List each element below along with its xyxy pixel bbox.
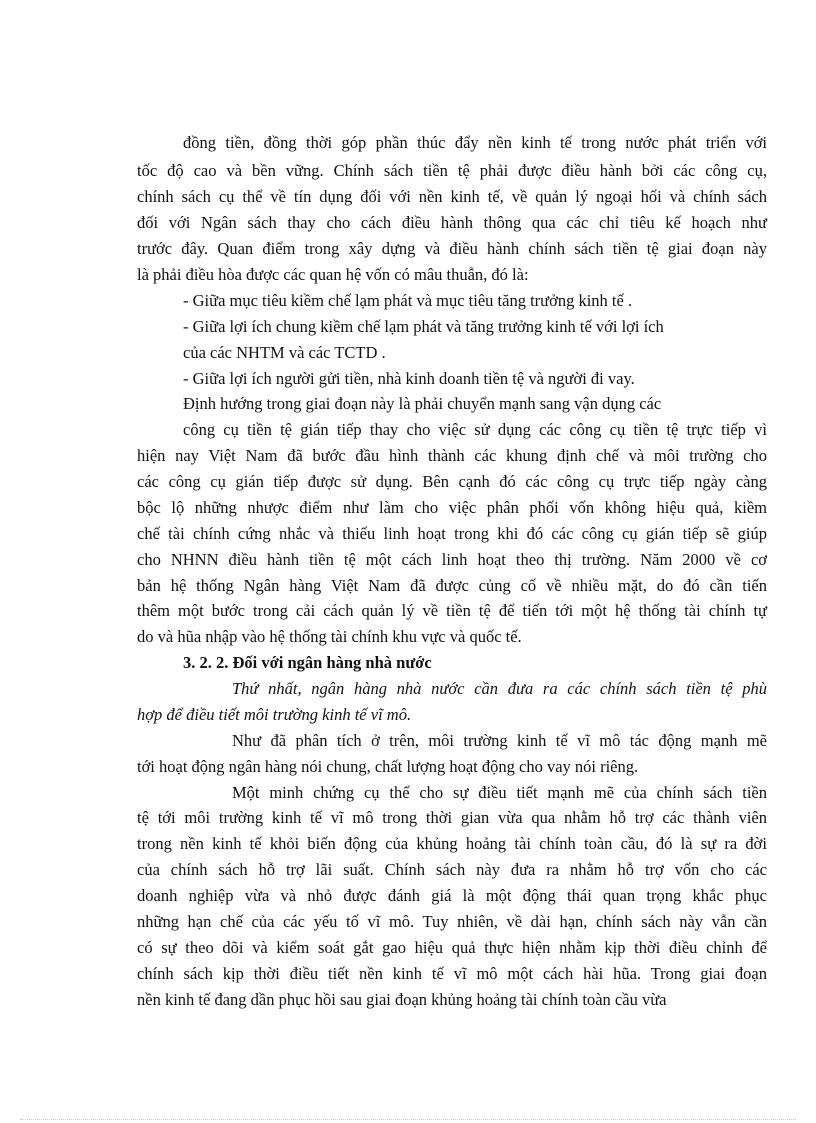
paragraph-line: đồng tiền, đồng thời góp phần thúc đẩy nền kinh tế trong nước phát triển với xyxy=(183,133,767,152)
list-item: - Giữa mục tiêu kiềm chế lạm phát và mục tiêu tăng trưởng kinh tế . xyxy=(183,291,633,310)
paragraph-line: Một minh chứng cụ thể cho sự điều tiết mạnh mẽ của chính sách tiền xyxy=(232,783,767,802)
paragraph-line: trước đây. Quan điểm trong xây dựng và điều hành chính sách tiền tệ giai đoạn này xyxy=(137,239,767,258)
paragraph-line: đối với Ngân sách thay cho cách điều hành thông qua các chỉ tiêu kế hoạch như xyxy=(137,213,767,232)
paragraph-line: thêm một bước trong cải cách quản lý về tiền tệ để tiến tới một hệ thống tài chính tự xyxy=(137,601,767,620)
italic-line: Thứ nhất, ngân hàng nhà nước cần đưa ra các chính sách tiền tệ phù xyxy=(232,679,767,698)
paragraph-line: Định hướng trong giai đoạn này là phải chuyển mạnh sang vận dụng các xyxy=(183,394,662,413)
paragraph-line: là phải điều hòa được các quan hệ vốn có mâu thuẫn, đó là: xyxy=(137,265,529,284)
paragraph-line: công cụ tiền tệ gián tiếp thay cho việc sử dụng các công cụ tiền tệ trực tiếp vì xyxy=(183,420,767,439)
paragraph-line: trong nền kinh tế khỏi biến động của khủng hoảng tài chính toàn cầu, đó là sự ra đời xyxy=(137,834,767,853)
paragraph-line: có sự theo dõi và kiểm soát gắt gao hiệu quả thực hiện nhằm kịp thời điều chỉnh để xyxy=(137,938,767,957)
paragraph-line: Như đã phân tích ở trên, môi trường kinh tế vĩ mô tác động mạnh mẽ xyxy=(232,731,767,750)
italic-line: hợp để điều tiết môi trường kinh tế vĩ mô. xyxy=(137,705,412,724)
paragraph-line: cho NHNN điều hành tiền tệ một cách linh hoạt theo thị trường. Năm 2000 về cơ xyxy=(137,550,767,569)
page-bottom-divider xyxy=(20,1119,796,1120)
paragraph-line: chính sách kịp thời điều tiết nền kinh tế vĩ mô một cách hài hũa. Trong giai đoạn xyxy=(137,964,767,983)
paragraph-line: tệ tới môi trường kinh tế vĩ mô trong thời gian vừa qua nhằm hỗ trợ các thành viên xyxy=(137,808,767,827)
paragraph-line: các công cụ gián tiếp được sử dụng. Bên cạnh đó các công cụ trực tiếp ngày càng xyxy=(137,472,767,491)
paragraph-line: bộc lộ những nhược điểm như làm cho việc phân phối vốn không hiệu quả, kiềm xyxy=(137,498,767,517)
paragraph-line: bản hệ thống Ngân hàng Việt Nam đã được củng cố về nhiều mặt, do đó cần tiến xyxy=(137,576,767,595)
paragraph-line: tới hoạt động ngân hàng nói chung, chất lượng hoạt động cho vay nói riêng. xyxy=(137,757,639,776)
paragraph-line: hiện nay Việt Nam đã bước đầu hình thành các khung định chế và môi trường cho xyxy=(137,446,767,465)
paragraph-line: của chính sách hỗ trợ lãi suất. Chính sách này đưa ra nhằm hỗ trợ vốn cho các xyxy=(137,860,767,879)
paragraph-line: do và hũa nhập vào hệ thống tài chính khu vực và quốc tế. xyxy=(137,627,522,646)
paragraph-line: nền kinh tế đang dần phục hồi sau giai đoạn khủng hoảng tài chính toàn cầu vừa xyxy=(137,990,667,1009)
list-item: - Giữa lợi ích người gửi tiền, nhà kinh doanh tiền tệ và người đi vay. xyxy=(183,369,635,388)
paragraph-line: chính sách cụ thể về tín dụng đối với nền kinh tế, về quản lý ngoại hối và chính sách xyxy=(137,187,767,206)
list-item-continuation: của các NHTM và các TCTD . xyxy=(183,343,386,362)
paragraph-line: tốc độ cao và bền vững. Chính sách tiền tệ phải được điều hành bởi các công cụ, xyxy=(137,161,767,180)
paragraph-line: chế tài chính cứng nhắc và thiếu linh hoạt trong khi đó các công cụ gián tiếp sẽ giúp xyxy=(137,524,767,543)
list-item: - Giữa lợi ích chung kiềm chế lạm phát và tăng trưởng kinh tế với lợi ích xyxy=(183,317,664,336)
paragraph-line: những hạn chế của các yếu tố vĩ mô. Tuy nhiên, về dài hạn, chính sách này vẫn cần xyxy=(137,912,767,931)
section-heading: 3. 2. 2. Đối với ngân hàng nhà nước xyxy=(183,653,432,672)
paragraph-line: doanh nghiệp vừa và nhỏ được đánh giá là một động thái quan trọng khắc phục xyxy=(137,886,767,905)
